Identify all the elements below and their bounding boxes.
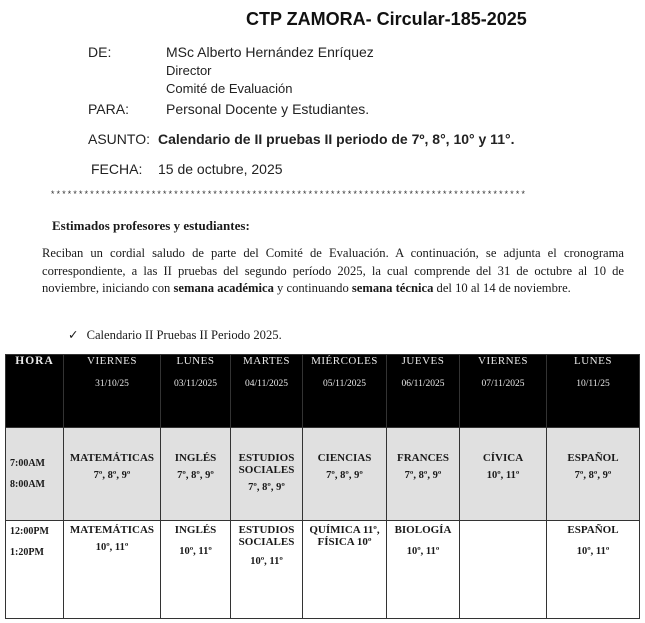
schedule-table xyxy=(5,354,640,619)
exam-cell: ESTUDIOS SOCIALES 7º, 8º, 9º xyxy=(231,428,303,521)
date-value: 15 de octubre, 2025 xyxy=(158,161,283,177)
check-icon: ✓ xyxy=(68,328,79,342)
sender-name: MSc Alberto Hernández Enríquez xyxy=(166,44,374,60)
table-header-row xyxy=(6,355,640,428)
time-cell: 7:00AM 8:00AM xyxy=(6,428,64,521)
exam-cell: ESTUDIOS SOCIALES 10º, 11º xyxy=(231,521,303,619)
exam-cell: ESPAÑOL 7º, 8º, 9º xyxy=(547,428,640,521)
exam-cell: MATEMÁTICAS 7º, 8º, 9º xyxy=(64,428,161,521)
exam-cell: BIOLOGÍA 10º, 11º xyxy=(387,521,460,619)
day-header: LUNES 03/11/2025 xyxy=(161,355,231,428)
day-header: MARTES 04/11/2025 xyxy=(231,355,303,428)
exam-cell: QUÍMICA 11º, FÍSICA 10º xyxy=(303,521,387,619)
hora-header: HORA xyxy=(6,355,64,428)
fecha-label: FECHA: xyxy=(91,161,143,177)
table-row xyxy=(6,521,640,619)
table-row xyxy=(6,428,640,521)
day-header: VIERNES 07/11/2025 xyxy=(460,355,547,428)
time-cell: 12:00PM 1:20PM xyxy=(6,521,64,619)
exam-cell: CIENCIAS 7º, 8º, 9º xyxy=(303,428,387,521)
day-header: JUEVES 06/11/2025 xyxy=(387,355,460,428)
checklist-item: ✓ Calendario II Pruebas II Periodo 2025. xyxy=(68,328,282,342)
subject-line: Calendario de II pruebas II periodo de 7º, 8°, 10° y 11°. xyxy=(158,131,515,147)
body-paragraph: Reciban un cordial saludo de parte del Comité de Evaluación. A continuación, se adjunta el cronograma correspondiente, a las II pruebas del segundo período 2025, la cual comprende del 31 de octubre al 10 de noviembre, iniciando con semana académica y continuando semana técnica del 10 al 14 de noviembre. xyxy=(42,246,624,295)
exam-cell: INGLÉS 7º, 8º, 9º xyxy=(161,428,231,521)
exam-cell: ESPAÑOL 10º, 11º xyxy=(547,521,640,619)
para-label: PARA: xyxy=(88,101,129,117)
page-title: CTP ZAMORA- Circular-185-2025 xyxy=(246,9,527,29)
exam-cell-empty xyxy=(460,521,547,619)
day-header: MIÉRCOLES 05/11/2025 xyxy=(303,355,387,428)
asunto-label: ASUNTO: xyxy=(88,131,150,147)
sender-dept: Comité de Evaluación xyxy=(166,81,293,96)
exam-cell: CÍVICA 10º, 11º xyxy=(460,428,547,521)
exam-cell: INGLÉS 10º, 11º xyxy=(161,521,231,619)
sender-role: Director xyxy=(166,63,212,78)
greeting: Estimados profesores y estudiantes: xyxy=(52,218,250,233)
recipients: Personal Docente y Estudiantes. xyxy=(166,101,370,117)
de-label: DE: xyxy=(88,44,112,60)
exam-cell: MATEMÁTICAS 10º, 11º xyxy=(64,521,161,619)
separator-line: ************************************************************************************* xyxy=(50,190,527,200)
exam-cell: FRANCES 7º, 8º, 9º xyxy=(387,428,460,521)
day-header: VIERNES 31/10/25 xyxy=(64,355,161,428)
day-header: LUNES 10/11/25 xyxy=(547,355,640,428)
